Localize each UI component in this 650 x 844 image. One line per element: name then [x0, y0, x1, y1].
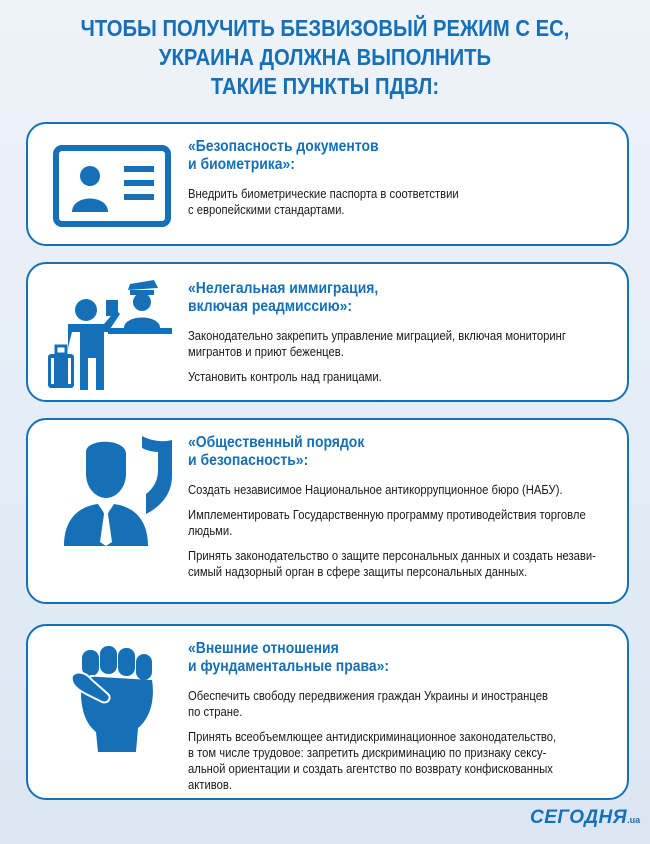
card-heading: [188, 434, 575, 470]
heading-line: «Общественный порядок: [188, 434, 365, 451]
card-text: [188, 280, 613, 394]
heading-line: и безопасность»:: [188, 452, 309, 469]
title-line: ТАКИЕ ПУНКТЫ ПДВЛ:: [210, 73, 440, 99]
paragraph-line: людьми.: [188, 524, 233, 538]
brand-logo: [530, 805, 640, 831]
card-paragraph: [188, 729, 602, 793]
card-text: [188, 138, 613, 227]
heading-line: и биометрика»:: [188, 156, 295, 173]
title-line: УКРАИНА ДОЛЖНА ВЫПОЛНИТЬ: [158, 44, 492, 70]
card-heading: [188, 640, 575, 676]
paragraph-line: мигрантов и приют беженцев.: [188, 345, 344, 359]
person-shield-icon: [42, 430, 182, 550]
card-illegal-immigration: [26, 262, 629, 402]
heading-line: «Внешние отношения: [188, 640, 339, 657]
card-paragraph: [188, 186, 602, 218]
paragraph-line: Имплементировать Государственную программу противодействия торговле: [188, 508, 586, 522]
paragraph-line: по стране.: [188, 705, 243, 719]
card-text: [188, 434, 613, 589]
heading-line: «Нелегальная иммиграция,: [188, 280, 379, 297]
card-paragraph: [188, 507, 602, 539]
paragraph-line: Законодательно закрепить управление миграцией, включая мониторинг: [188, 329, 566, 343]
paragraph-line: Установить контроль над границами.: [188, 370, 382, 384]
border-control-icon: [42, 270, 182, 394]
title-line: ЧТОБЫ ПОЛУЧИТЬ БЕЗВИЗОВЫЙ РЕЖИМ С ЕС,: [80, 15, 570, 41]
paragraph-line: симый надзорный орган в сфере защиты персональных данных.: [188, 565, 528, 579]
card-paragraph: [188, 688, 602, 720]
paragraph-line: Внедрить биометрические паспорта в соответствии: [188, 187, 459, 201]
id-card-icon: [42, 134, 182, 238]
paragraph-line: Принять всеобъемлющее антидискриминационное законодательство,: [188, 730, 557, 744]
card-paragraph: [188, 482, 602, 498]
logo-tld: .ua: [627, 815, 641, 825]
raised-fist-icon: [42, 636, 182, 756]
paragraph-line: активов.: [188, 778, 232, 792]
card-paragraph: [188, 369, 602, 385]
card-paragraph: [188, 548, 602, 580]
logo-name: СЕГОДНЯ: [530, 807, 628, 828]
card-external-relations: [26, 624, 629, 800]
heading-line: включая реадмиссию»:: [188, 298, 353, 315]
paragraph-line: Обеспечить свободу передвижения граждан Украины и иностранцев: [188, 689, 548, 703]
paragraph-line: с европейскими стандартами.: [188, 203, 345, 217]
card-paragraph: [188, 328, 602, 360]
paragraph-line: в том числе трудовое: запретить дискриминацию по признаку сексу-: [188, 746, 547, 760]
card-heading: [188, 138, 575, 174]
card-public-order: [26, 418, 629, 604]
heading-line: и фундаментальные права»:: [188, 658, 390, 675]
paragraph-line: Принять законодательство о защите персональных данных и создать незави-: [188, 549, 596, 563]
paragraph-line: Создать независимое Национальное антикоррупционное бюро (НАБУ).: [188, 483, 563, 497]
heading-line: «Безопасность документов: [188, 138, 379, 155]
page-title: [0, 14, 650, 101]
paragraph-line: альной ориентации и создать агентство по возврату конфискованных: [188, 762, 553, 776]
card-text: [188, 640, 613, 802]
card-heading: [188, 280, 575, 316]
card-document-security: [26, 122, 629, 246]
